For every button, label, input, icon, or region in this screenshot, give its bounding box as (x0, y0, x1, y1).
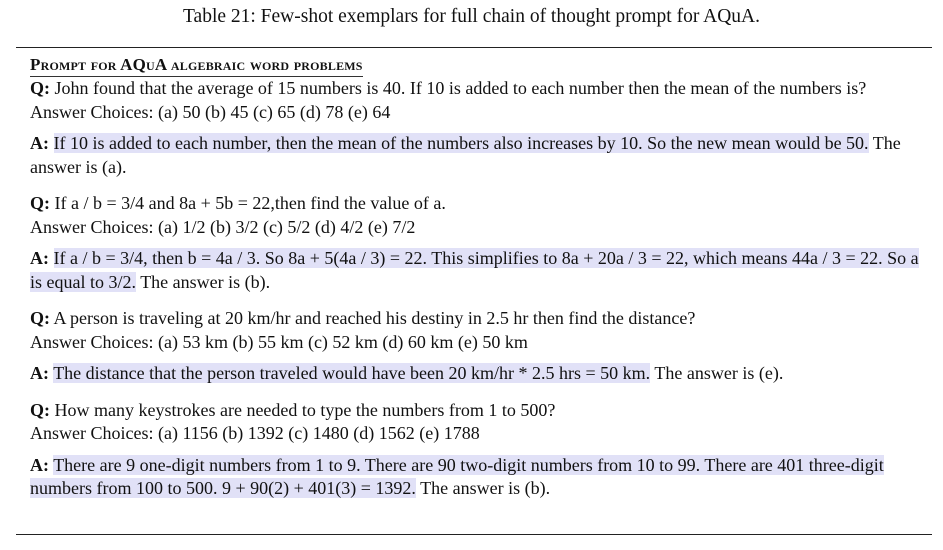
q-label: Q: (30, 308, 50, 328)
answer-conclusion: The answer is (e). (654, 363, 784, 383)
bottom-rule (16, 534, 932, 535)
answer-choices: Answer Choices: (a) 1156 (b) 1392 (c) 1480 (d) 1562 (e) 1788 (30, 423, 480, 443)
top-rule (16, 47, 932, 48)
exemplar-question (30, 399, 922, 446)
answer-conclusion: The answer is (b). (420, 478, 551, 498)
a-label: A: (30, 454, 49, 475)
exemplar-question (30, 192, 922, 239)
exemplar-answer (30, 454, 922, 501)
answer-conclusion: The answer is (a). (30, 133, 901, 177)
a-label: A: (30, 248, 49, 268)
question-text: John found that the average of 15 numbers is 40. If 10 is added to each number then the mean of the numbers is? (54, 78, 867, 98)
question-text: A person is traveling at 20 km/hr and reached his destiny in 2.5 hr then find the distance? (53, 308, 696, 328)
table-caption: Table 21: Few-shot exemplars for full chain of thought prompt for AQuA. (182, 6, 761, 27)
q-label: Q: (30, 399, 50, 420)
prompt-heading: Prompt for AQuA algebraic word problems (30, 54, 363, 77)
answer-reasoning: There are 9 one-digit numbers from 1 to 9. There are 90 two-digit numbers from 10 to 99. There are 401 three-digit numbers from 100 to 500. 9 + 90(2) + 401(3) = 1392. (30, 454, 884, 498)
prompt-heading-row (30, 53, 922, 77)
q-label: Q: (30, 193, 50, 213)
answer-reasoning: The distance that the person traveled would have been 20 km/hr * 2.5 hrs = 50 km. (53, 363, 651, 383)
answer-reasoning: If a / b = 3/4, then b = 4a / 3. So 8a + 5(4a / 3) = 22. This simplifies to 8a + 20a / 3 = 22, which means 44a / 3 = 22. So a is equal to 3/2. (30, 248, 919, 292)
a-label: A: (30, 363, 49, 383)
exemplar-question (30, 77, 922, 124)
q-label: Q: (30, 78, 50, 98)
answer-choices: Answer Choices: (a) 50 (b) 45 (c) 65 (d) 78 (e) 64 (30, 101, 391, 122)
exemplar-question (30, 307, 922, 354)
answer-reasoning: If 10 is added to each number, then the mean of the numbers also increases by 10. So the new mean would be 50. (53, 133, 869, 153)
answer-choices: Answer Choices: (a) 53 km (b) 55 km (c) 52 km (d) 60 km (e) 50 km (30, 331, 528, 352)
exemplar-answer (30, 247, 922, 294)
a-label: A: (30, 133, 49, 153)
question-text: How many keystrokes are needed to type the numbers from 1 to 500? (54, 399, 556, 420)
question-text: If a / b = 3/4 and 8a + 5b = 22,then find the value of a. (54, 193, 446, 213)
answer-conclusion: The answer is (b). (140, 271, 271, 292)
prompt-content (30, 53, 922, 501)
exemplar-answer (30, 132, 922, 179)
exemplar-answer (30, 362, 922, 386)
answer-choices: Answer Choices: (a) 1/2 (b) 3/2 (c) 5/2 (d) 4/2 (e) 7/2 (30, 216, 416, 237)
